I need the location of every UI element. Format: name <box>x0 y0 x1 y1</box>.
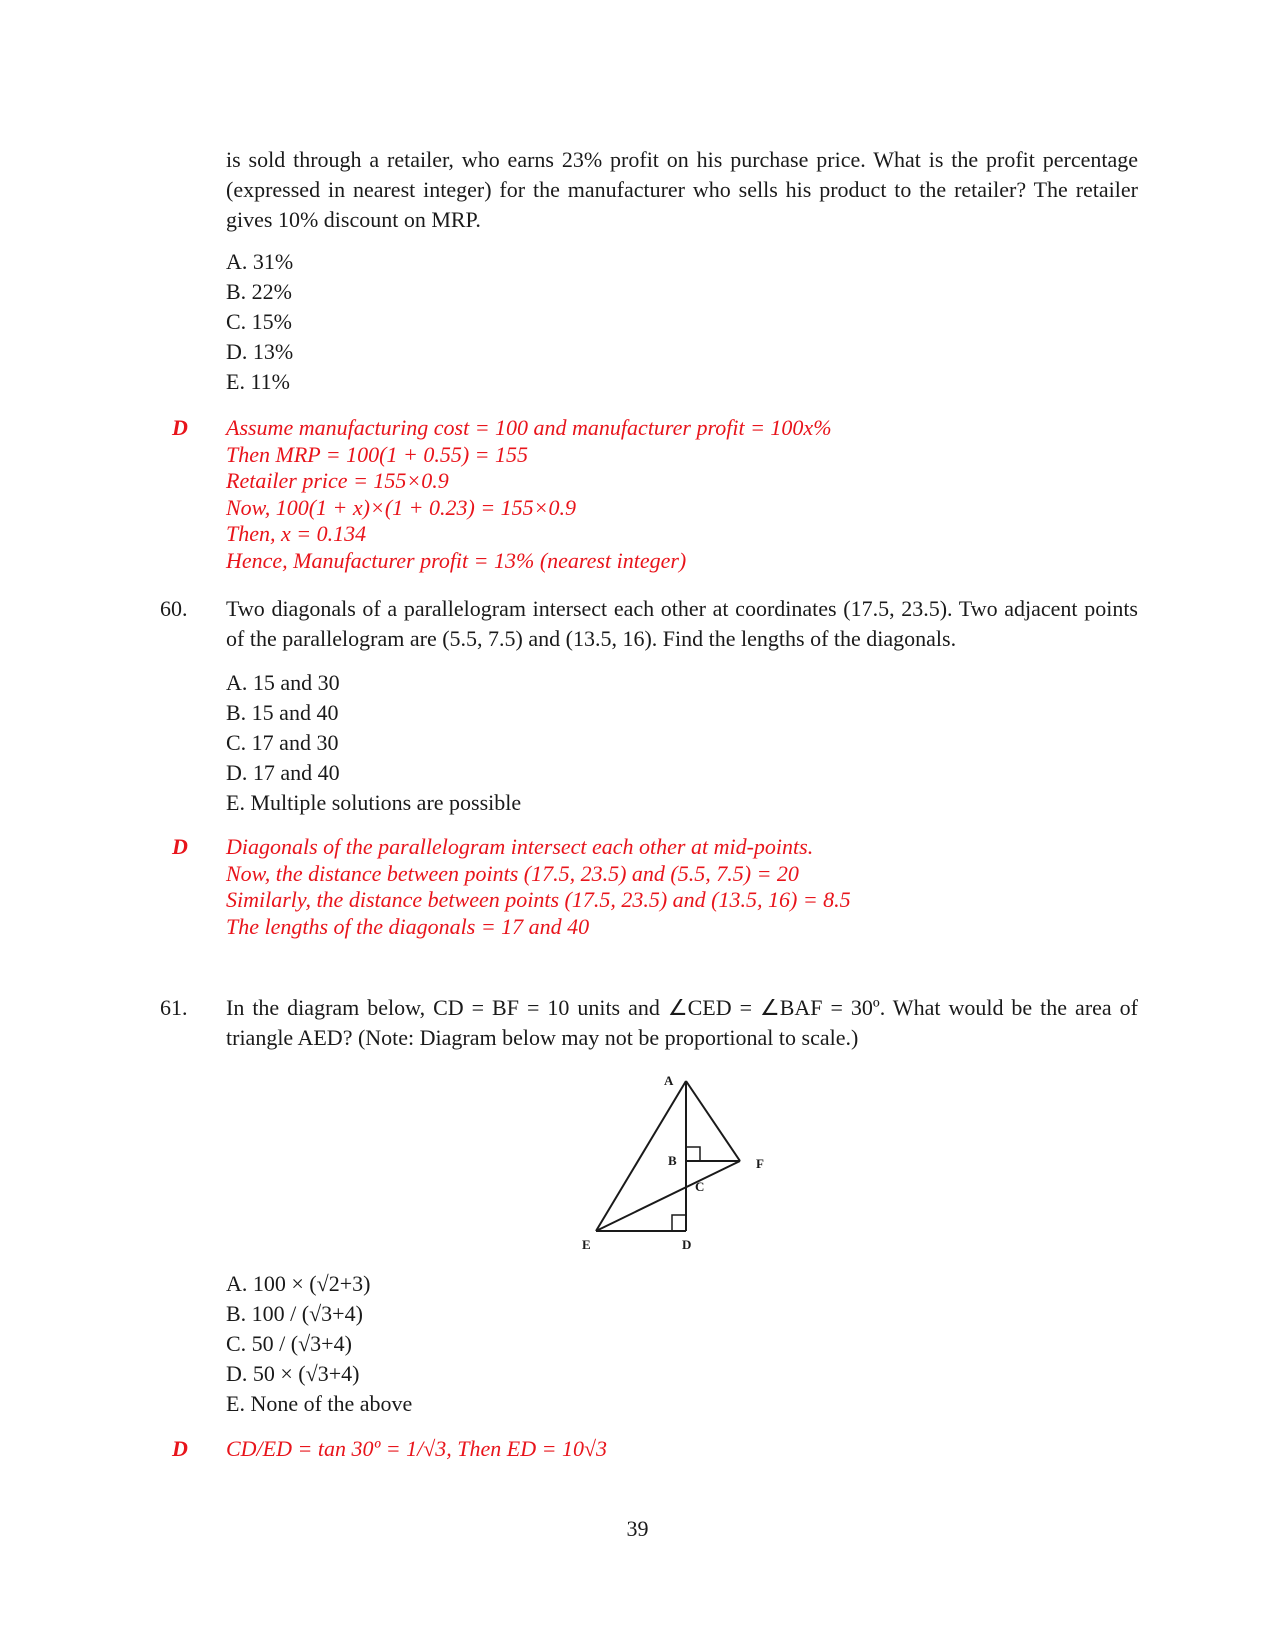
solution-line: Hence, Manufacturer profit = 13% (nearest integer) <box>226 547 687 573</box>
option-d: D. 50 × (√3+4) <box>226 1361 360 1386</box>
segment-af <box>686 1081 740 1161</box>
option-b: B. 22% <box>226 279 292 304</box>
option-c: C. 15% <box>226 309 292 334</box>
option-e: E. 11% <box>226 369 290 394</box>
answer-key-61: D <box>172 1436 188 1461</box>
vertex-label-d: D <box>682 1237 692 1252</box>
right-angle-marker-b <box>686 1147 700 1161</box>
question-60-options <box>226 668 1138 818</box>
question-61-text: In the diagram below, CD = BF = 10 units and ∠CED = ∠BAF = 30º. What would be the area of triangle AED? (Note: Diagram below may not be proportional to scale.) <box>226 995 1138 1050</box>
solution-line: CD/ED = tan 30º = 1/√3, Then ED = 10√3 <box>226 1436 608 1461</box>
option-a: A. 31% <box>226 249 294 274</box>
solution-line: The lengths of the diagonals = 17 and 40 <box>226 913 590 939</box>
question-number-60: 60. <box>160 596 188 621</box>
solution-line: Assume manufacturing cost = 100 and manufacturer profit = 100x% <box>226 415 832 440</box>
question-60 <box>226 594 1138 654</box>
question-number-61: 61. <box>160 995 188 1020</box>
vertex-label-c: C <box>695 1179 705 1194</box>
solution-line: Now, 100(1 + x)×(1 + 0.23) = 155×0.9 <box>226 494 577 520</box>
solution-59 <box>226 415 832 574</box>
vertex-label-e: E <box>582 1237 591 1252</box>
solution-line: Then, x = 0.134 <box>226 521 367 546</box>
triangle-diagram <box>580 1076 800 1266</box>
question-59-options <box>226 247 1138 397</box>
question-59-text: is sold through a retailer, who earns 23% profit on his purchase price. What is the profit percentage (expressed in nearest integer) for the manufacturer who sells his product to the retailer? The retailer gives 10% discount on MRP. <box>226 147 1138 232</box>
question-61-options <box>226 1269 1138 1419</box>
triangle-diagram-svg <box>580 1076 800 1266</box>
vertex-label-b: B <box>668 1153 677 1168</box>
answer-key-59: D <box>172 415 188 440</box>
question-59 <box>226 145 1138 235</box>
question-60-text: Two diagonals of a parallelogram intersect each other at coordinates (17.5, 23.5). Two adjacent points of the parallelogram are (5.5, 7.5) and (13.5, 16). Find the lengths of the diagonals. <box>226 596 1138 651</box>
option-b: B. 15 and 40 <box>226 700 339 725</box>
solution-61 <box>226 1436 607 1463</box>
option-a: A. 15 and 30 <box>226 670 340 695</box>
answer-key-60: D <box>172 834 188 859</box>
option-c: C. 50 / (√3+4) <box>226 1331 352 1356</box>
solution-line: Now, the distance between points (17.5, 23.5) and (5.5, 7.5) = 20 <box>226 860 799 886</box>
solution-line: Retailer price = 155×0.9 <box>226 468 449 493</box>
option-e: E. None of the above <box>226 1391 413 1416</box>
option-d: D. 17 and 40 <box>226 760 340 785</box>
option-d: D. 13% <box>226 339 294 364</box>
solution-line: Then MRP = 100(1 + 0.55) = 155 <box>226 441 528 467</box>
option-c: C. 17 and 30 <box>226 730 339 755</box>
question-61 <box>226 993 1138 1053</box>
vertex-label-a: A <box>664 1076 674 1088</box>
option-a: A. 100 × (√2+3) <box>226 1271 371 1296</box>
vertex-label-f: F <box>756 1156 764 1171</box>
solution-60 <box>226 834 851 940</box>
right-angle-marker-d <box>672 1215 686 1231</box>
page-number: 39 <box>626 1516 649 1541</box>
solution-line: Diagonals of the parallelogram intersect each other at mid-points. <box>226 834 814 859</box>
option-e: E. Multiple solutions are possible <box>226 790 522 815</box>
solution-line: Similarly, the distance between points (17.5, 23.5) and (13.5, 16) = 8.5 <box>226 887 851 912</box>
option-b: B. 100 / (√3+4) <box>226 1301 363 1326</box>
